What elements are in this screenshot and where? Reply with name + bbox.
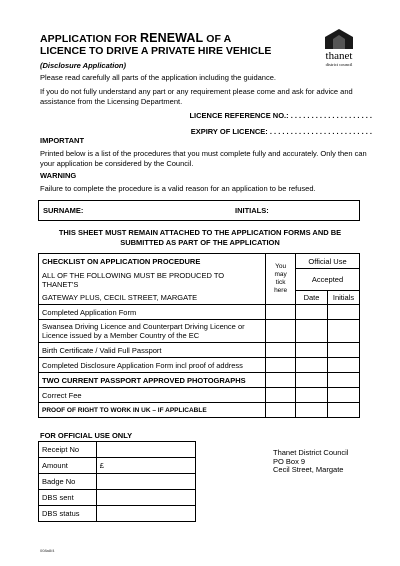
checklist-item: Birth Certificate / Valid Full Passport	[39, 343, 266, 358]
form-title-line2: LICENCE TO DRIVE A PRIVATE HIRE VEHICLE	[40, 45, 272, 57]
date-cell	[296, 358, 328, 373]
title-prefix: APPLICATION FOR	[40, 33, 140, 45]
checklist-item: Correct Fee	[39, 388, 266, 403]
address-line: PO Box 9	[273, 456, 306, 466]
surname-label: SURNAME:	[43, 206, 84, 215]
address-line: Thanet District Council	[273, 448, 349, 457]
attach-notice: THIS SHEET MUST REMAIN ATTACHED TO THE APPLICATION FORMS AND BE SUBMITTED AS PART OF THE APPLICATION	[58, 228, 342, 247]
date-cell	[296, 343, 328, 358]
receipt-no-label: Receipt No	[39, 442, 97, 458]
logo-name: thanet	[325, 50, 353, 62]
initials-cell	[327, 320, 359, 343]
tick-cell[interactable]	[266, 305, 296, 320]
amount-field[interactable]: £	[96, 458, 195, 474]
accepted-header: Accepted	[296, 269, 360, 291]
address-line: GATEWAY PLUS, CECIL STREET, MARGATE	[39, 291, 266, 305]
badge-no-field[interactable]	[96, 474, 195, 490]
dbs-status-field[interactable]	[96, 506, 195, 522]
licence-reference-field[interactable]: LICENCE REFERENCE NO.: . . . . . . . . . . . . . . . . . . . .	[189, 111, 372, 120]
checklist-item: PROOF OF RIGHT TO WORK IN UK – IF APPLICABLE	[39, 403, 266, 418]
address-line: Cecil Street, Margate	[273, 465, 344, 474]
initials-cell	[327, 373, 359, 388]
important-text: Printed below is a list of the procedures that you must complete fully and accurately. Only then can your application be considered by the Council.	[40, 149, 367, 168]
initials-cell	[327, 343, 359, 358]
date-cell	[296, 373, 328, 388]
amount-label: Amount	[39, 458, 97, 474]
receipt-no-field[interactable]	[96, 442, 195, 458]
council-address	[273, 449, 348, 475]
produce-line: ALL OF THE FOLLOWING MUST BE PRODUCED TO THANET'S	[39, 269, 266, 291]
checklist-item: Completed Application Form	[39, 305, 266, 320]
dbs-status-label: DBS status	[39, 506, 97, 522]
tick-cell[interactable]	[266, 358, 296, 373]
date-cell	[296, 388, 328, 403]
tick-cell[interactable]	[266, 388, 296, 403]
official-use-title: FOR OFFICIAL USE ONLY	[40, 431, 133, 440]
tick-cell[interactable]	[266, 373, 296, 388]
intro-paragraph-2: If you do not fully understand any part or any requirement please come and ask for advice and assistance from the Licensing Department.	[40, 87, 353, 106]
intro-paragraph-1: Please read carefully all parts of the application including the guidance.	[40, 73, 276, 82]
initials-cell	[327, 305, 359, 320]
important-heading: IMPORTANT	[40, 136, 85, 145]
dbs-sent-label: DBS sent	[39, 490, 97, 506]
warning-heading: WARNING	[40, 171, 77, 180]
initials-cell	[327, 358, 359, 373]
tick-cell[interactable]	[266, 343, 296, 358]
you-may-tick-header: You may tick here	[266, 254, 296, 305]
name-box	[38, 200, 360, 221]
title-renewal: RENEWAL	[140, 31, 204, 45]
tick-cell[interactable]	[266, 403, 296, 418]
badge-no-label: Badge No	[39, 474, 97, 490]
title-suffix: OF A	[203, 33, 232, 45]
official-use-table	[38, 441, 196, 522]
checklist-title: CHECKLIST ON APPLICATION PROCEDURE	[39, 254, 266, 269]
logo-caption: district council	[325, 62, 353, 67]
warning-text: Failure to complete the procedure is a valid reason for an application to be refused.	[40, 184, 316, 193]
initials-cell	[327, 403, 359, 418]
date-cell	[296, 320, 328, 343]
dbs-sent-field[interactable]	[96, 490, 195, 506]
checklist-table	[38, 253, 360, 418]
date-header: Date	[296, 291, 328, 305]
checklist-item: TWO CURRENT PASSPORT APPROVED PHOTOGRAPHS	[39, 373, 266, 388]
initials-header: Initials	[327, 291, 359, 305]
form-subtitle: (Disclosure Application)	[40, 61, 126, 70]
official-use-header: Official Use	[296, 254, 360, 269]
footer-code: 008a8/4	[40, 548, 55, 553]
expiry-of-licence-field[interactable]: EXPIRY OF LICENCE: . . . . . . . . . . . . . . . . . . . . . . . . .	[190, 127, 372, 136]
tick-cell[interactable]	[266, 320, 296, 343]
initials-label: INITIALS:	[235, 206, 269, 215]
checklist-item: Completed Disclosure Application Form incl proof of address	[39, 358, 266, 373]
form-title-line1	[40, 31, 231, 45]
date-cell	[296, 305, 328, 320]
date-cell	[296, 403, 328, 418]
initials-cell	[327, 388, 359, 403]
checklist-item: Swansea Driving Licence and Counterpart Driving Licence or Licence issued by a Member Country of the EC	[39, 320, 266, 343]
